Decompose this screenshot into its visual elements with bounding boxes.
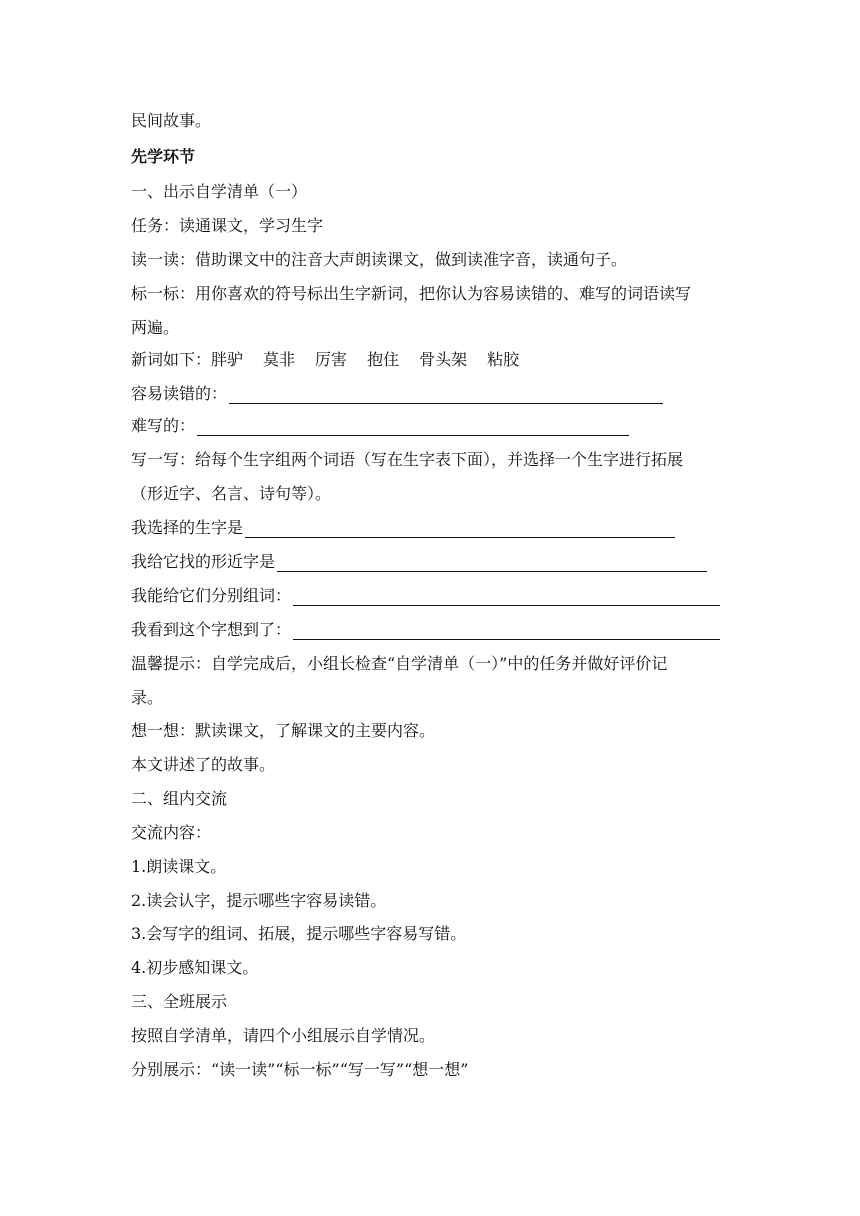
- new-word: 抱住: [367, 350, 400, 369]
- new-words-line: [131, 350, 519, 370]
- task-line: 任务：读通课文，学习生字: [131, 216, 324, 235]
- exchange-item-4: 4.初步感知课文。: [131, 958, 259, 977]
- mark-once-line-1: 标一标：用你喜欢的符号标出生字新词，把你认为容易读错的、难写的词语读写: [131, 284, 692, 303]
- group-words-label: 我能给它们分别组词：: [131, 586, 292, 605]
- intro-line: 民间故事。: [131, 111, 212, 130]
- tip-line-1: 温馨提示：自学完成后，小组长检查“自学清单（一）”中的任务并做好评价记: [131, 654, 668, 673]
- section-heading: 先学环节: [131, 147, 196, 166]
- read-once-line: 读一读：借助课文中的注音大声朗读课文，做到读准字音，读通句子。: [131, 250, 628, 269]
- hard-write-line: [131, 416, 629, 436]
- answer-blank[interactable]: [229, 385, 663, 404]
- hard-write-label: 难写的：: [131, 416, 196, 435]
- exchange-item-3: 3.会写字的组词、拓展，提示哪些字容易写错。: [131, 924, 467, 943]
- exchange-item-2: 2.读会认字，提示哪些字容易读错。: [131, 891, 387, 910]
- think-once-line: 想一想：默读课文，了解课文的主要内容。: [131, 721, 436, 740]
- list1-title: 一、出示自学清单（一）: [131, 182, 308, 201]
- exchange-label: 交流内容：: [131, 823, 212, 842]
- answer-blank[interactable]: [245, 519, 675, 538]
- write-once-line-1: 写一写：给每个生字组两个词语（写在生字表下面），并选择一个生字进行拓展: [131, 450, 684, 469]
- tip-line-2: 录。: [131, 688, 164, 707]
- mark-once-line-2: 两遍。: [131, 318, 180, 337]
- chosen-char-line: [131, 518, 675, 538]
- new-words-label: 新词如下：: [131, 350, 212, 369]
- write-once-line-2: （形近字、名言、诗句等）。: [131, 484, 332, 503]
- answer-blank[interactable]: [277, 553, 707, 572]
- easy-misread-label: 容易读错的：: [131, 384, 228, 403]
- list3-title: 三、全班展示: [131, 992, 228, 1011]
- new-word: 粘胶: [487, 350, 520, 369]
- thought-line: [131, 620, 720, 640]
- group-words-line: [131, 586, 720, 606]
- thought-label: 我看到这个字想到了：: [131, 620, 292, 639]
- story-line: 本文讲述了的故事。: [131, 755, 276, 774]
- answer-blank[interactable]: [197, 417, 629, 436]
- display-line-2: 分别展示：“读一读”“标一标”“写一写”“想一想”: [131, 1060, 469, 1079]
- similar-char-label: 我给它找的形近字是: [131, 552, 276, 571]
- new-word: 骨头架: [419, 350, 468, 369]
- chosen-char-label: 我选择的生字是: [131, 518, 244, 537]
- answer-blank[interactable]: [293, 621, 720, 640]
- answer-blank[interactable]: [293, 587, 720, 606]
- new-word: 莫非: [263, 350, 296, 369]
- new-word: 胖驴: [211, 350, 244, 369]
- display-line-1: 按照自学清单，请四个小组展示自学情况。: [131, 1026, 436, 1045]
- list2-title: 二、组内交流: [131, 789, 228, 808]
- similar-char-line: [131, 552, 707, 572]
- easy-misread-line: [131, 384, 663, 404]
- new-word: 厉害: [315, 350, 348, 369]
- exchange-item-1: 1.朗读课文。: [131, 857, 227, 876]
